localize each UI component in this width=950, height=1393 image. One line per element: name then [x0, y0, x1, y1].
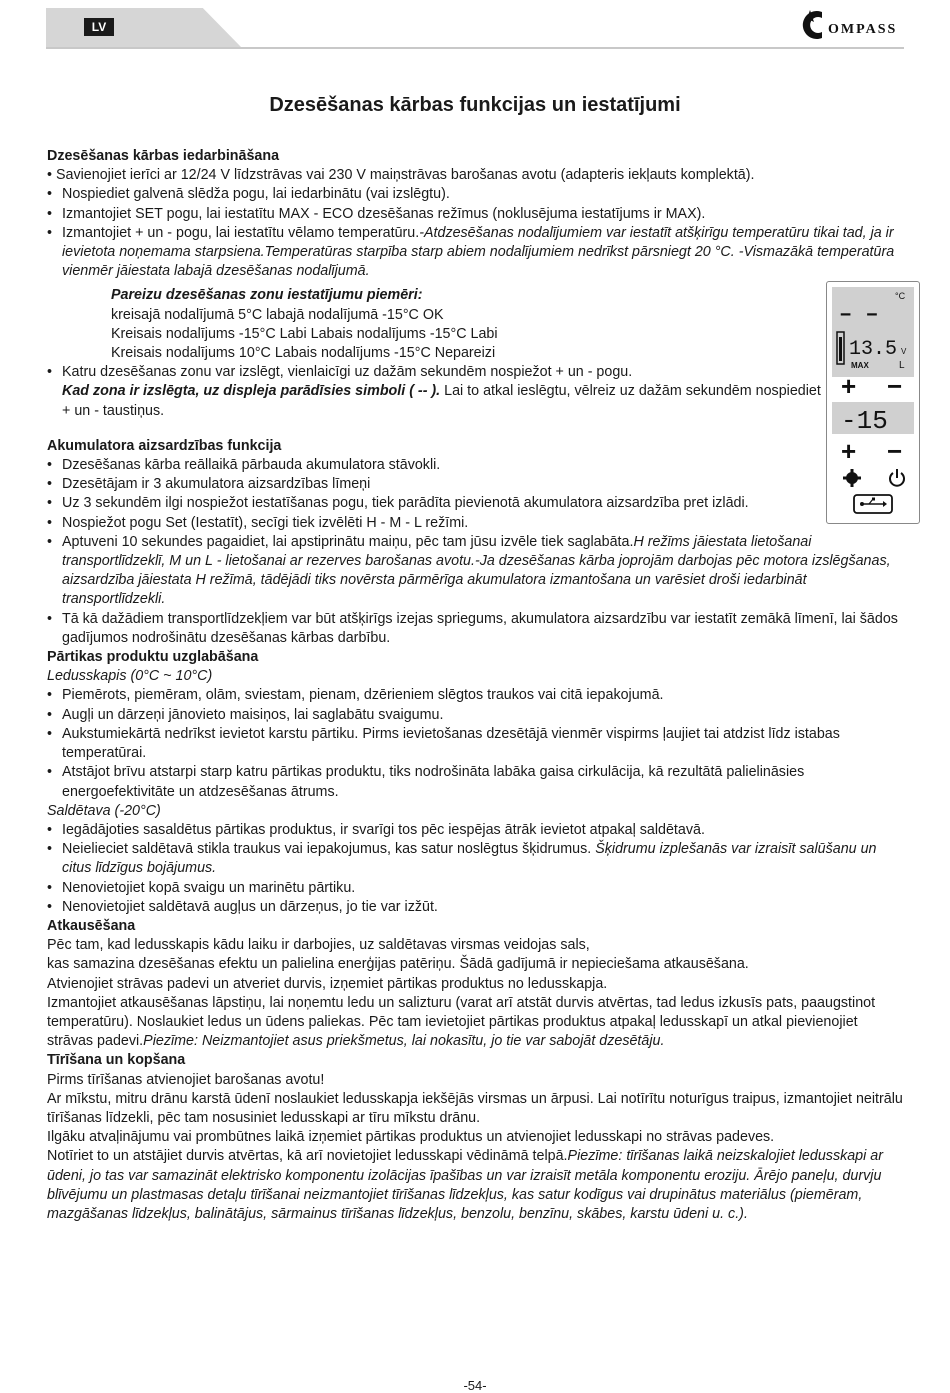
panel-graphic — [827, 282, 919, 523]
gear-icon — [843, 469, 861, 487]
paragraph — [47, 1147, 907, 1224]
text: Aptuveni 10 sekundes pagaidiet, lai apstiprinātu maiņu, pēc tam jūsu izvēle tiek saglabāta. — [62, 533, 634, 550]
paragraph: Ar mīkstu, mitru drānu karstā ūdenī noslaukiet ledusskapja iekšējās virsmas un ārpusi. Lai notīrītu noturīgus traipus, izmantojiet neitrālu tīrīšanas līdzekli, pēc tam nosusiniet ledusskapi ar tīru mīkstu drānu. — [47, 1090, 903, 1126]
header-bar — [46, 8, 242, 48]
note-text: Piezīme: tīrīšanas laikā neizskalojiet ledusskapi ar ūdeni, jo tas var samazināt elektrisko komponentu izolācijas īpašības un var izraisīt metāla komponentu eroziju. Ārējo paneļu, durvju blīvējumu un plastmasas detaļu tīrīšanai neizmantojiet tīrīšanas līdzekļus, kas satur kodīgus vai drupinātus materiālus (piemēram, mazgāšanas līdzekļus, balinātājus, sārmainus tīrīšanas līdzekļus, benzolu, benzīnu, skābes, karstu ūdeni u. c.). — [47, 1148, 883, 1222]
usb-icon — [854, 495, 892, 513]
list-item: • Aukstumiekārtā nedrīkst ievietot karstu pārtiku. Pirms ievietošanas dzesētājā vienmēr vispirms ļaujiet tai atdzist līdz istabas temperatūrai. — [47, 725, 907, 763]
minus-button-1: − — [887, 371, 903, 401]
list-item: • Nenovietojiet kopā svaigu un marinētu pārtiku. — [47, 879, 907, 898]
paragraph: kas samazina dzesēšanas efektu un palielina enerģijas patēriņu. Šādā gadījumā ir nepieciešama atkausēšana. — [47, 956, 749, 973]
text: Neielieciet saldētavā stikla traukus vai iepakojumus, kas satur noslēgtus šķidrumus. — [62, 841, 596, 858]
list-item — [47, 224, 907, 282]
text: Izmantojiet + un - pogu, lai iestatītu vēlamo temperatūru. — [62, 224, 420, 241]
list-item: • Augļi un dārzeņi jānovieto maisiņos, lai saglabātu svaigumu. — [47, 706, 907, 725]
logo-text: OMPASS — [828, 22, 898, 37]
paragraph: Pirms tīrīšanas atvienojiet barošanas avotu! — [47, 1071, 325, 1088]
example-line: kreisajā nodalījumā 5°C labajā nodalījumā -15°C OK — [111, 306, 444, 323]
battery-fill — [839, 337, 842, 361]
subheading: Saldētava (-20°C) — [47, 802, 161, 819]
list-item: • Nospiediet galvenā slēdža pogu, lai iedarbinātu (vai izslēgtu). — [47, 185, 907, 204]
list-item: • Uz 3 sekundēm ilgi nospiežot iestatīšanas pogu, tiek parādīta pievienotā akumulatora aizsardzība pret izlādi. — [47, 494, 907, 513]
list-item — [47, 840, 907, 878]
paragraph: Ilgāku atvaļinājumu vai prombūtnes laikā izņemiet pārtikas produktus un atvienojiet ledusskapi no strāvas padeves. — [47, 1129, 775, 1146]
list-item: • Dzesētājam ir 3 akumulatora aizsardzības līmeņi — [47, 475, 907, 494]
control-panel-illustration — [826, 281, 920, 524]
plus-button-1: + — [841, 371, 857, 401]
paragraph — [47, 994, 907, 1052]
note-text: Šķidrumu izplešanās var izraisīt salūšanu un citus līdzīgus bojājumus. — [62, 841, 877, 877]
top-zone-reading: – – — [839, 302, 879, 327]
examples-heading: Pareizu dzesēšanas zonu iestatījumu piemēri: — [111, 287, 423, 304]
list-item: • Nospiežot pogu Set (Iestatīt), secīgi tiek izvēlēti H - M - L režīmi. — [47, 514, 907, 533]
examples-block — [47, 286, 907, 363]
power-icon — [890, 469, 904, 486]
page-number: -54- — [463, 1378, 487, 1393]
note-text: H režīms jāiestata lietošanai transportlīdzeklī, M un L - lietošanai ar rezerves barošanas avotu.-Ja dzesēšanas kārba joprojām darbojas pēc motora izslēgšanas, aizsardzība jāiestata H režīmā, tādējādi tiks novērsta pārmērīga akumulatora izmantošana un varēsiet droši iedarbināt transportlīdzekli. — [62, 533, 891, 608]
document-body — [47, 147, 907, 1224]
language-badge: LV — [84, 18, 114, 36]
voltage-reading: 13.5 — [849, 338, 898, 361]
unit-label: °C — [895, 291, 906, 301]
section-heading: Akumulatora aizsardzības funkcija — [47, 437, 282, 454]
section-heading: Dzesēšanas kārbas iedarbināšana — [47, 148, 280, 164]
text: Notīriet to un atstājiet durvis atvērtas, kā arī novietojiet ledusskapi vēdināmā telpā. — [47, 1148, 568, 1165]
list-item: • Katru dzesēšanas zonu var izslēgt, vienlaicīgi uz dažām sekundēm nospiežot + un - pogu. — [47, 363, 832, 382]
voltage-unit: V — [901, 347, 907, 356]
list-item: • Iegādājoties sasaldētus pārtikas produktus, ir svarīgi tos pēc iespējas ātrāk ievietot atpakaļ saldētavā. — [47, 821, 907, 840]
paragraph: Pēc tam, kad ledusskapis kādu laiku ir darbojies, uz saldētavas virsmas veidojas sals, — [47, 937, 590, 954]
bold-note: Kad zona ir izslēgta, uz displeja parādīsies simboli ( -- ). — [62, 383, 441, 400]
list-item: • Atstājot brīvu atstarpi starp katru pārtikas produktu, tiks nodrošināta labāka gaisa cirkulācija, kā rezultātā palielināsies energoefektivitāte un atdzesēšanas ātrums. — [47, 763, 907, 801]
paragraph: • Savienojiet ierīci ar 12/24 V līdzstrāvas vai 230 V maiņstrāvas barošanas avotu (adapteris iekļauts komplektā). — [47, 167, 755, 184]
mode-label: MAX — [851, 361, 869, 370]
list-item: • Tā kā dažādiem transportlīdzekļiem var būt atšķirīgs izejas spriegums, akumulatora aizsardzību var iestatīt zemākā līmenī, lai šādos gadījumos nodrošinātu dzesēšanas kārbas darbību. — [47, 610, 907, 648]
list-item: • Izmantojiet SET pogu, lai iestatītu MAX - ECO dzesēšanas režīmus (noklusējuma iestatījums ir MAX). — [47, 205, 907, 224]
temp-reading: -15 — [841, 406, 888, 436]
section-heading: Atkausēšana — [47, 917, 136, 934]
list-item — [47, 533, 907, 610]
plus-button-2: + — [841, 436, 857, 466]
example-line: Kreisais nodalījums -15°C Labi Labais nodalījums -15°C Labi — [111, 325, 498, 342]
text: Lai to atkal ieslēgtu, vēlreiz uz dažām sekundēm nospiediet + un - taustiņus. — [62, 383, 821, 419]
example-line: Kreisais nodalījums 10°C Labais nodalījums -15°C Nepareizi — [111, 345, 496, 362]
list-item: • Dzesēšanas kārba reāllaikā pārbauda akumulatora stāvokli. — [47, 456, 907, 475]
subheading: Ledusskapis (0°C ~ 10°C) — [47, 668, 213, 685]
section-heading: Tīrīšana un kopšana — [47, 1052, 186, 1069]
list-item: • Piemērots, piemēram, olām, sviestam, pienam, dzērieniem slēgtos traukos vai citā iepakojumā. — [47, 686, 907, 705]
note-text: -Atdzesēšanas nodalījumiem var iestatīt atšķirīgu temperatūru tikai tad, ja ir ievietota noņemama starpsiena.Temperatūras starpība starp abiem nodalījumiem nedrīkst pārsniegt 20 °C. -Vismazākā temperatūra vienmēr jāiestata labajā dzesēšanas nodalījumā. — [62, 224, 895, 280]
level-label: L — [899, 360, 905, 371]
page-title: Dzesēšanas kārbas funkcijas un iestatījumi — [269, 94, 681, 116]
header-rule — [46, 47, 904, 49]
note-text: Piezīme: Neizmantojiet asus priekšmetus, lai nokasītu, jo tie var sabojāt dzesētāju. — [143, 1033, 665, 1050]
paragraph — [47, 382, 832, 420]
minus-button-2: − — [887, 436, 903, 466]
text: Izmantojiet atkausēšanas lāpstiņu, lai noņemtu ledu un salizturu (varat arī atstāt durvis atvērtas, tad ledus izkusīs pats, paaugstinot temperatūru). Noslaukiet ledus un ūdens paliekas. Pēc tam ievietojiet pārtikas produktus atpakaļ ledusskapī un atkal pievienojiet strāvas padevi. — [47, 994, 876, 1050]
paragraph: Atvienojiet strāvas padevi un atveriet durvis, izņemiet pārtikas produktus no ledusskapja. — [47, 975, 608, 992]
section-heading: Pārtikas produktu uzglabāšana — [47, 649, 259, 666]
list-item: • Nenovietojiet saldētavā augļus un dārzeņus, jo tie var izžūt. — [47, 898, 907, 917]
